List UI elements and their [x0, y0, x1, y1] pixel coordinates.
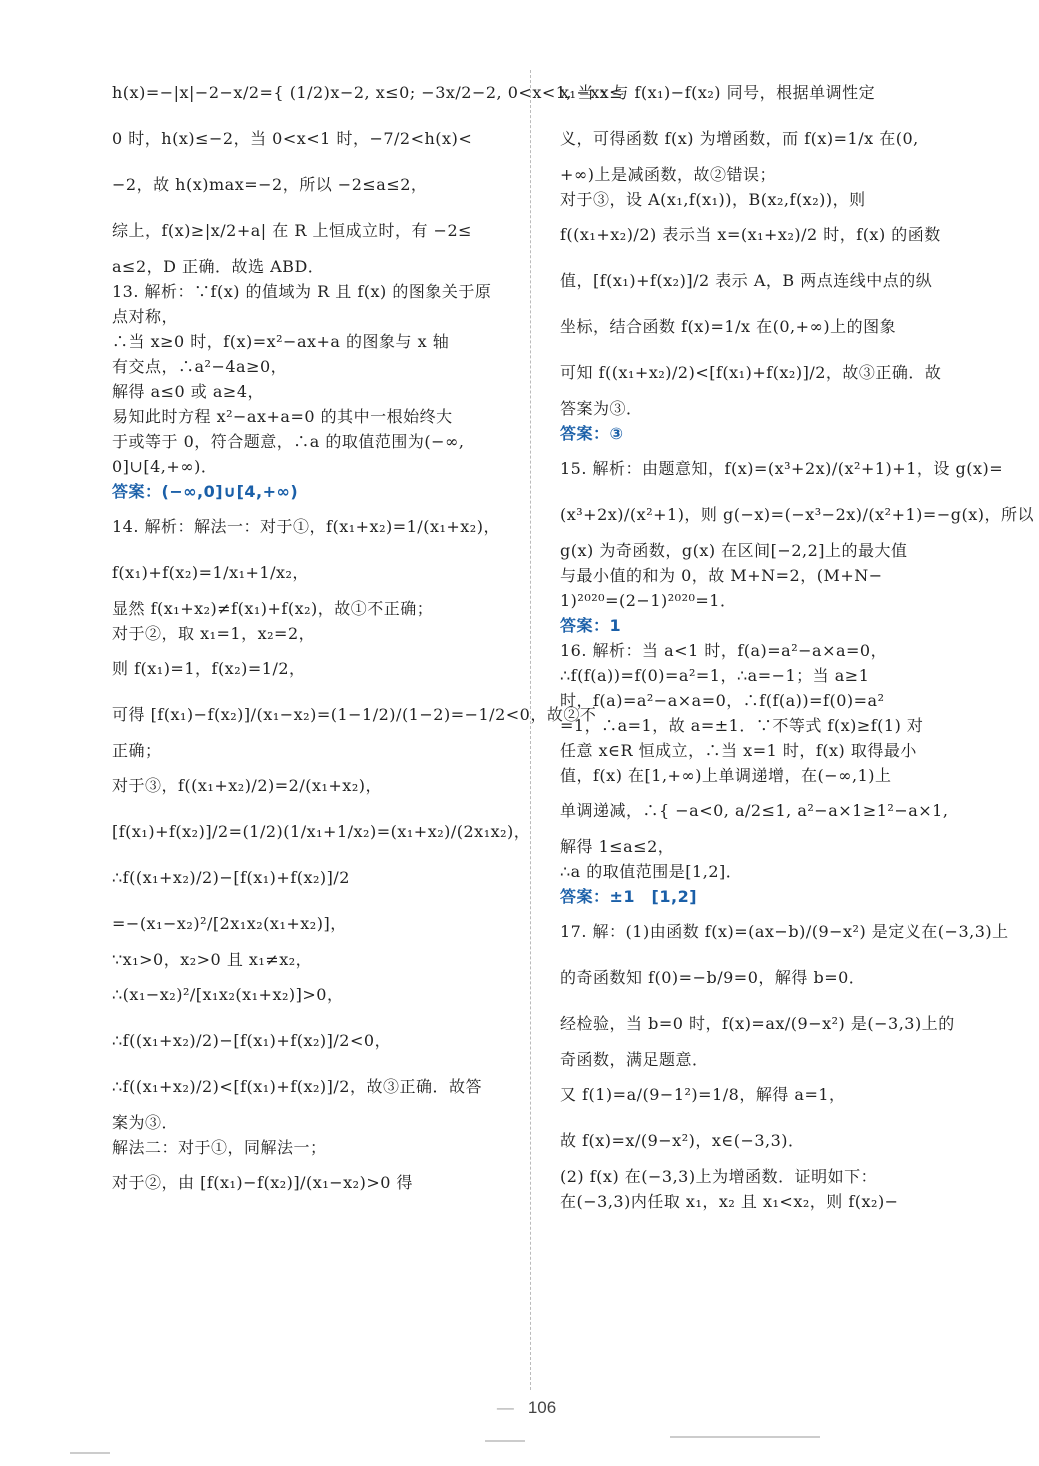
text-line: 与最小值的和为 0，故 M+N=2，(M+N−	[560, 566, 883, 585]
text-line: 的奇函数知 f(0)=−b/9=0，解得 b=0．	[560, 968, 866, 987]
text-line: −2，故 h(x)max=−2，所以 −2≤a≤2，	[112, 175, 428, 194]
text-line: 0 时，h(x)≤−2，当 0<x<1 时，−7/2<h(x)<	[112, 129, 473, 148]
text-line: (2) f(x) 在(−3,3)上为增函数．证明如下：	[560, 1167, 878, 1186]
text-line: 正确；	[112, 741, 162, 760]
right-column	[560, 70, 1034, 1214]
text-line: f((x₁+x₂)/2) 表示当 x=(x₁+x₂)/2 时，f(x) 的函数	[560, 225, 941, 244]
text-line: 解法二：对于①，同解法一；	[112, 1138, 327, 1157]
text-line: 显然 f(x₁+x₂)≠f(x₁)+f(x₂)，故①不正确；	[112, 599, 434, 618]
text-line: 有交点，∴a²−4a≥0，	[112, 357, 288, 376]
text-line: 又 f(1)=a/(9−1²)=1/8，解得 a=1，	[560, 1085, 846, 1104]
footer-dash: —	[496, 1398, 514, 1417]
text-line: 0]∪[4,+∞)．	[112, 457, 218, 476]
text-line: a≤2，D 正确．故选 ABD．	[112, 257, 325, 276]
text-line: 解得 1≤a≤2，	[560, 837, 675, 856]
text-line: g(x) 为奇函数，g(x) 在区间[−2,2]上的最大值	[560, 541, 908, 560]
text-line: 案为③．	[112, 1113, 179, 1132]
text-line: 对于③，f((x₁+x₂)/2)=2/(x₁+x₂)，	[112, 776, 382, 795]
question-13-head: 13. 解析：∵f(x) 的值域为 R 且 f(x) 的图象关于原	[112, 282, 492, 301]
text-line: 故 f(x)=x/(9−x²)，x∈(−3,3)．	[560, 1131, 805, 1150]
answer-15: 答案：1	[560, 616, 622, 635]
text-line: 则 f(x₁)=1，f(x₂)=1/2，	[112, 659, 306, 678]
text-line: 任意 x∈R 恒成立，∴当 x=1 时，f(x) 取得最小	[560, 741, 917, 760]
text-line: 于或等于 0，符合题意，∴a 的取值范围为(−∞,	[112, 432, 465, 451]
scan-mark	[70, 1452, 110, 1454]
text-line: 单调递减，∴{ −a<0, a/2≤1, a²−a×1≥1²−a×1,	[560, 801, 949, 820]
text-line: 义，可得函数 f(x) 为增函数，而 f(x)=1/x 在(0,	[560, 129, 919, 148]
text-line: =1，∴a=1，故 a=±1．∵不等式 f(x)≥f(1) 对	[560, 716, 924, 735]
text-line: ∵x₁>0，x₂>0 且 x₁≠x₂，	[112, 950, 313, 969]
question-17-head: 17. 解：(1)由函数 f(x)=(ax−b)/(9−x²) 是定义在(−3,3)上	[560, 922, 1009, 941]
text-line: 在(−3,3)内任取 x₁，x₂ 且 x₁<x₂，则 f(x₂)−	[560, 1192, 899, 1211]
text-line: ∴当 x≥0 时，f(x)=x²−ax+a 的图象与 x 轴	[112, 332, 450, 351]
text-line: ∴f(f(a))=f(0)=a²=1，∴a=−1；当 a≥1	[560, 666, 870, 685]
scan-mark	[670, 1436, 820, 1438]
text-line: 可得 [f(x₁)−f(x₂)]/(x₁−x₂)=(1−1/2)/(1−2)=−1/2<0，故②不	[112, 705, 597, 724]
text-line: 答案为③．	[560, 399, 643, 418]
text-line: 对于③，设 A(x₁,f(x₁))，B(x₂,f(x₂))，则	[560, 190, 866, 209]
text-line: +∞)上是减函数，故②错误；	[560, 165, 776, 184]
text-line: ∴f((x₁+x₂)/2)−[f(x₁)+f(x₂)]/2	[112, 868, 350, 887]
text-line: 易知此时方程 x²−ax+a=0 的其中一根始终大	[112, 407, 453, 426]
text-line: 值，f(x) 在[1,+∞)上单调递增，在(−∞,1)上	[560, 766, 892, 785]
column-divider	[530, 70, 531, 1390]
text-line: (x³+2x)/(x²+1)，则 g(−x)=(−x³−2x)/(x²+1)=−g(x)，所以	[560, 505, 1034, 524]
text-line: f(x₁)+f(x₂)=1/x₁+1/x₂，	[112, 563, 309, 582]
text-line: x₁−x₂ 与 f(x₁)−f(x₂) 同号，根据单调性定	[560, 83, 876, 102]
answer-14: 答案：③	[560, 424, 624, 443]
question-14-head: 14. 解析：解法一：对于①，f(x₁+x₂)=1/(x₁+x₂)，	[112, 517, 500, 536]
question-15-head: 15. 解析：由题意知，f(x)=(x³+2x)/(x²+1)+1，设 g(x)=	[560, 459, 1004, 478]
text-line: 1)²⁰²⁰=(2−1)²⁰²⁰=1．	[560, 591, 737, 610]
text-line: 对于②，取 x₁=1，x₂=2，	[112, 624, 316, 643]
answer-13: 答案：(−∞,0]∪[4,+∞)	[112, 482, 299, 501]
text-line: 解得 a≤0 或 a≥4，	[112, 382, 265, 401]
text-line: 坐标，结合函数 f(x)=1/x 在(0,+∞)上的图象	[560, 317, 897, 336]
answer-16: 答案：±1 [1,2]	[560, 887, 698, 906]
scan-mark	[485, 1440, 525, 1442]
text-line: ∴f((x₁+x₂)/2)−[f(x₁)+f(x₂)]/2<0，	[112, 1031, 392, 1050]
text-line: =−(x₁−x₂)²/[2x₁x₂(x₁+x₂)]，	[112, 914, 347, 933]
text-line: ∴f((x₁+x₂)/2)<[f(x₁)+f(x₂)]/2，故③正确．故答	[112, 1077, 482, 1096]
page-number: 106	[527, 1398, 557, 1417]
text-line: 综上，f(x)≥|x/2+a| 在 R 上恒成立时，有 −2≤	[112, 221, 473, 240]
text-line: 点对称，	[112, 307, 179, 326]
text-line: [f(x₁)+f(x₂)]/2=(1/2)(1/x₁+1/x₂)=(x₁+x₂)/(2x₁x₂)，	[112, 822, 531, 841]
question-16-head: 16. 解析：当 a<1 时，f(a)=a²−a×a=0，	[560, 641, 888, 660]
text-line: 对于②，由 [f(x₁)−f(x₂)]/(x₁−x₂)>0 得	[112, 1173, 413, 1192]
text-line: ∴(x₁−x₂)²/[x₁x₂(x₁+x₂)]>0，	[112, 985, 344, 1004]
text-line: 经检验，当 b=0 时，f(x)=ax/(9−x²) 是(−3,3)上的	[560, 1014, 955, 1033]
text-line: 奇函数，满足题意．	[560, 1050, 709, 1069]
text-line: 时，f(a)=a²−a×a=0，∴f(f(a))=f(0)=a²	[560, 691, 885, 710]
page-footer	[0, 1398, 1039, 1418]
text-line: h(x)=−|x|−2−x/2={ (1/2)x−2, x≤0; −3x/2−2, 0<x<1, 当 x≤	[112, 83, 624, 102]
text-line: ∴a 的取值范围是[1,2]．	[560, 862, 743, 881]
text-line: 值，[f(x₁)+f(x₂)]/2 表示 A，B 两点连线中点的纵	[560, 271, 933, 290]
text-line: 可知 f((x₁+x₂)/2)<[f(x₁)+f(x₂)]/2，故③正确．故	[560, 363, 942, 382]
